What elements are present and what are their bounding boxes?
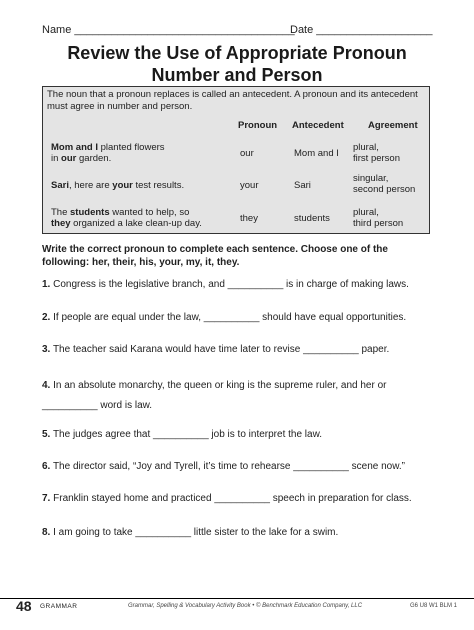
header-pronoun: Pronoun [238,120,278,131]
question-1 [42,278,434,291]
title-line-2: Number and Person [151,65,323,85]
pronoun-cell: our [240,148,254,159]
name-line: Name ____________________________________ [42,24,295,36]
agreement-cell [353,142,400,164]
date-line: Date ___________________ [290,24,433,36]
example-sentence-3 [51,207,236,229]
title-line-1: Review the Use of Appropriate Pronoun [67,43,407,63]
instructions: Write the correct pronoun to complete each sentence. Choose one of the following: her, their, his, your, my, it, they. [42,244,388,268]
pronoun-cell: your [240,180,259,191]
page-number: 48 [16,598,32,614]
question-number: 3. [42,344,51,355]
header-antecedent: Antecedent [292,120,344,131]
blm-code: G6 U8 W1 BLM 1 [410,603,458,609]
pronoun-cell: they [240,213,258,224]
pronoun-agreement-box [42,86,430,234]
example-text: , here are [68,180,113,191]
example-text: The [51,207,71,218]
question-text: In an absolute monarchy, the queen or king is the supreme ruler, and her or __________ word is law. [42,380,387,411]
example-text: organized a lake clean-up day. [70,218,202,229]
example-text: planted flowers [97,142,165,153]
example-bold: Sari [51,180,69,191]
agreement-number: plural, [353,142,379,153]
question-text: Franklin stayed home and practiced __________ speech in preparation for class. [53,493,412,504]
example-bold: students [70,207,110,218]
footer-rule [0,598,474,599]
question-5 [42,428,434,441]
question-3 [42,343,434,356]
example-bold: your [112,180,133,191]
antecedent-cell: Sari [294,180,311,191]
question-text: The director said, “Joy and Tyrell, it’s time to rehearse __________ scene now.” [52,461,405,472]
question-number: 6. [42,461,51,472]
example-text: test results. [132,180,185,191]
header-agreement: Agreement [368,120,418,131]
intro-text: The noun that a pronoun replaces is called an antecedent. A pronoun and its antecedent must agree in number and person. [47,89,418,112]
agreement-person: first person [353,153,400,164]
question-7 [42,492,434,505]
antecedent-cell: Mom and I [294,148,339,159]
example-bold: they [51,218,71,229]
question-number: 7. [42,493,51,504]
question-number: 8. [42,527,51,538]
agreement-number: plural, [353,207,379,218]
question-text: If people are equal under the law, __________ should have equal opportunities. [53,312,407,323]
antecedent-cell: students [294,213,330,224]
question-2 [42,311,434,324]
question-text: I am going to take __________ little sister to the lake for a swim. [53,527,339,538]
example-bold: Mom and I [51,142,98,153]
question-text: The judges agree that __________ job is to interpret the law. [52,429,323,440]
example-text: wanted to help, so [109,207,190,218]
example-bold: our [61,153,77,164]
agreement-person: third person [353,218,404,229]
example-text: garden. [76,153,112,164]
section-label: GRAMMAR [40,603,78,610]
agreement-number: singular, [353,173,389,184]
question-text: Congress is the legislative branch, and __________ is in charge of making laws. [53,279,409,290]
question-number: 2. [42,312,51,323]
page-footer [0,598,474,618]
question-number: 4. [42,380,51,391]
question-4 [42,376,434,416]
agreement-cell [353,173,415,195]
example-text: in [51,153,62,164]
question-number: 5. [42,429,51,440]
question-6 [42,460,434,473]
question-text: The teacher said Karana would have time later to revise __________ paper. [52,344,390,355]
example-sentence-2 [51,180,231,191]
question-8 [42,526,434,539]
example-sentence-1 [51,142,231,164]
copyright-credit: Grammar, Spelling & Vocabulary Activity Book • © Benchmark Education Company, LLC [128,603,363,609]
agreement-person: second person [353,184,416,195]
agreement-cell [353,207,403,229]
question-number: 1. [42,279,51,290]
page-title [0,42,474,86]
